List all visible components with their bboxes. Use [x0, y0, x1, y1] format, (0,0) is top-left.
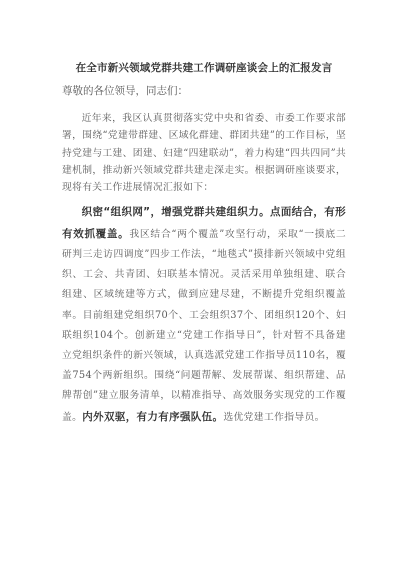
- intro-paragraph: 近年来，我区认真贯彻落实党中央和省委、市委工作要求部署，围绕“党建带群建、区域化群建、群团共建”的工作目标，坚持党建与工建、团建、妇建“四建联动”，着力构建“四共四同”共建机制，推动新兴领域党群共建走深走实。根据调研座谈要求，现将有关工作进展情况汇报如下：: [62, 113, 346, 194]
- section1-lead2: 内外双驱，有力有序强队伍。: [82, 410, 224, 423]
- section1-body: 我区结合“两个覆盖”攻坚行动，采取“一摸底二研判三走访四调度”四步工作法，“地毯式”摸排新兴领域中党组织、工会、共青团、妇联基本情况。灵活采用单独组建、联合组建、区域统建等方式，做到应建尽建，不断提升党组织覆盖率。目前组建党组织70个、工会组织37个、团组织120个、妇联组织104个。创新建立“党建工作指导日”，针对暂不具备建立党组织条件的新兴领域，认真选派党建工作指导员110名，覆盖754个两新组织。围绕“问题帮解、发展帮谋、组织帮建、品牌帮创”建立服务清单，以精准指导、高效服务实现党的工作覆盖。: [62, 228, 346, 423]
- section1-paragraph: [62, 202, 346, 427]
- section1-lead: 织密“组织网”，增强党群共建组织力。点面结合，有形有效抓覆盖。: [62, 206, 346, 240]
- section1-tail: 选优党建工作指导员。: [223, 411, 325, 423]
- salutation: 尊敬的各位领导，同志们：: [62, 85, 188, 97]
- document-title: 在全市新兴领域党群共建工作调研座谈会上的汇报发言: [75, 62, 333, 74]
